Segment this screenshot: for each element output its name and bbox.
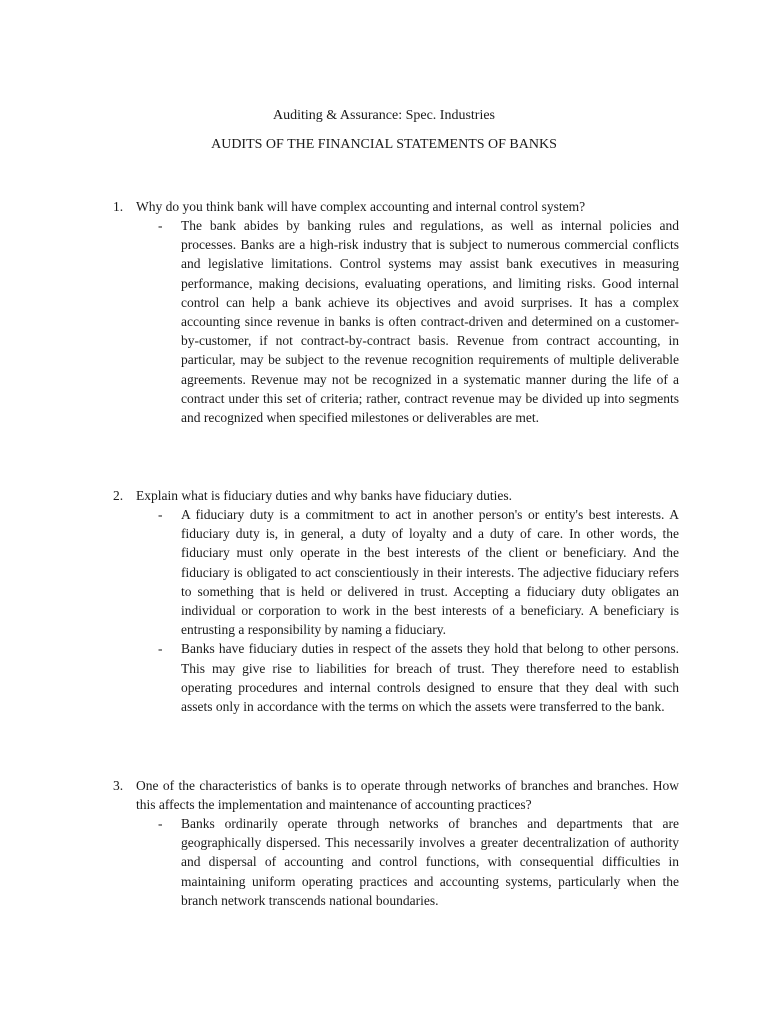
question-1-number: 1. xyxy=(113,199,124,214)
question-2-number: 2. xyxy=(113,488,124,503)
document-title: AUDITS OF THE FINANCIAL STATEMENTS OF BANKS xyxy=(211,137,557,152)
question-3-text: One of the characteristics of banks is to operate through networks of branches and branches. How this affects the implementation and maintenance of accounting practices? xyxy=(136,778,679,812)
question-3-heading xyxy=(113,776,679,814)
question-1-text: Why do you think bank will have complex accounting and internal control system? xyxy=(136,199,586,214)
answer-text: Banks ordinarily operate through networks of branches and departments that are geographically dispersed. This necessarily involves a greater decentralization of authority and dispersal of accounting and control functions, with consequential difficulties in maintaining uniform operating practices and accounting systems, particularly when the branch network transcends national boundaries. xyxy=(181,816,679,908)
question-3-answer-1 xyxy=(113,814,679,910)
question-2-text: Explain what is fiduciary duties and why banks have fiduciary duties. xyxy=(136,488,513,503)
bullet-dash: - xyxy=(158,507,163,522)
answer-text: Banks have fiduciary duties in respect of the assets they hold that belong to other persons. This may give rise to liabilities for breach of trust. They therefore need to establish operating procedures and internal controls designed to ensure that they deal with such assets only in accordance with the terms on which the assets were transferred to the bank. xyxy=(181,641,679,715)
question-3-number: 3. xyxy=(113,778,124,793)
question-2-answer-1 xyxy=(113,505,679,639)
answer-text: A fiduciary duty is a commitment to act in another person's or entity's best interests. A fiduciary duty is, in general, a duty of loyalty and a duty of care. In other words, the fiduciary must only operate in the best interests of the client or beneficiary. And the fiduciary is obligated to act conscientiously in their interests. The adjective fiduciary refers to something that is held or delivered in trust. Accepting a fiduciary duty obligates an individual or corporation to work in the best interests of a beneficiary. A beneficiary is entrusting a responsibility by naming a fiduciary. xyxy=(181,507,679,638)
question-3 xyxy=(113,776,679,910)
bullet-dash: - xyxy=(158,816,163,831)
bullet-dash: - xyxy=(158,218,163,233)
question-2-answer-2 xyxy=(113,639,679,716)
bullet-dash: - xyxy=(158,641,163,657)
answer-text: The bank abides by banking rules and regulations, as well as internal policies and processes. Banks are a high-risk industry that is subject to numerous commercial conflicts and legislative limitations. Control systems may assist bank executives in measuring performance, making decisions, evaluating operations, and limiting risks. Good internal control can help a bank achieve its objectives and avoid surprises. It has a complex accounting since revenue in banks is often contract-driven and determined on a customer-by-customer, if not contract-by-contract basis. Revenue from contract accounting, in particular, may be subject to the revenue recognition requirements of multiple deliverable agreements. Revenue may not be recognized in a systematic manner during the life of a contract under this set of criteria; rather, contract revenue may be divided up into segments and recognized when specified milestones or deliverables are met. xyxy=(181,218,679,426)
question-1 xyxy=(113,197,679,427)
question-1-answer-1 xyxy=(113,216,679,427)
question-2 xyxy=(113,486,679,716)
question-2-heading xyxy=(113,486,679,505)
course-heading: Auditing & Assurance: Spec. Industries xyxy=(272,108,496,123)
question-1-heading xyxy=(113,197,679,216)
